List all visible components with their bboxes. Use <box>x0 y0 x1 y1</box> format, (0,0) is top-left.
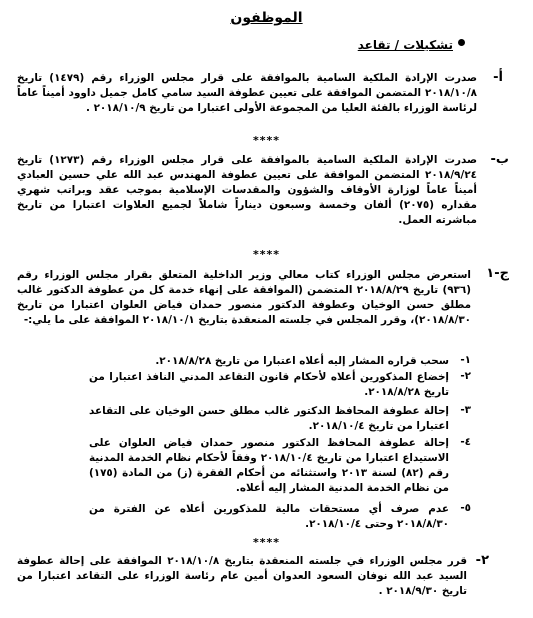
paragraph-c1-label: ج-١ <box>486 266 509 281</box>
list-item-text: إحالة عطوفة المحافظ الدكتور غالب مطلق حسن الوخيان على التقاعد اعتبارا من تاريخ ٢٠١٨/١٠/٤. <box>89 405 449 432</box>
paragraph-c1-text: استعرض مجلس الوزراء كتاب معالي وزير الداخلية المتعلق بقرار مجلس الوزراء رقم (٩٣٦) تاريخ ٢٠١٨/٨/٢٩ المتضمن (الموافقة على إنهاء خدمة كل من عطوفة الدكتور غالب مطلق حسن الوخيان وعطوفة الدكتور منصور حمدان فياض العلوان اعتبارا من تاريخ ٢٠١٨/٨/٣٠)، وقرر المجلس في جلسته المنعقدة بتاريخ ٢٠١٨/١٠/١ الموافقة على ما يلي:- <box>17 269 471 326</box>
paragraph-a-label: أ- <box>493 70 503 85</box>
list-item <box>17 354 471 370</box>
decision-list <box>17 354 471 534</box>
list-item-number: ٤- <box>460 436 471 448</box>
list-item <box>17 370 471 404</box>
list-item-text: عدم صرف أي مستحقات مالية للمذكورين أعلاه عن الفترة من ٢٠١٨/٨/٣٠ وحتى ٢٠١٨/١٠/٤. <box>89 503 449 530</box>
list-item-number: ٣- <box>460 404 471 416</box>
list-item <box>17 502 471 534</box>
list-item-number: ٢- <box>460 370 471 382</box>
list-item <box>17 404 471 436</box>
list-item-text: إخضاع المذكورين أعلاه لأحكام قانون التقاعد المدني النافذ اعتبارا من تاريخ ٢٠١٨/٨/٢٨. <box>89 371 449 398</box>
separator-stars: **** <box>252 536 280 549</box>
bullet-icon <box>458 39 465 46</box>
page-title: الموظفون <box>230 10 303 26</box>
separator-stars: **** <box>252 248 280 261</box>
list-item <box>17 436 471 502</box>
paragraph-a-text: صدرت الإرادة الملكية السامية بالموافقة على قرار مجلس الوزراء رقم (١٤٧٩) تاريخ ٢٠١٨/١٠/٨ المتضمن الموافقة على تعيين عطوفة السيد سامي كامل جميل داوود أميناً عاماً لرئاسة الوزراء بالفئة العليا من المجموعة الأولى اعتبارا من تاريخ ٢٠١٨/١٠/٩ . <box>17 72 477 114</box>
section-heading: تشكيلات / تقاعد <box>357 38 453 52</box>
paragraph-b-text: صدرت الإرادة الملكية السامية بالموافقة على قرار مجلس الوزراء رقم (١٢٧٣) تاريخ ٢٠١٨/٩/٢٤ المتضمن الموافقة على تعيين عطوفة المهندس عبد الله علي حسين العبادي أميناً عاماً لوزارة الأوقاف والشؤون والمقدسات الإسلامية بموجب عقد وبراتب شهري مقداره (٢٠٧٥) ألفان وخمسة وسبعون ديناراً شاملاً لجميع العلاوات اعتبارا من تاريخ مباشرته العمل. <box>17 154 477 226</box>
list-item-text: إحالة عطوفة المحافظ الدكتور منصور حمدان فياض العلوان على الاستيداع اعتبارا من تاريخ ٢٠١٨/١٠/٤ وفقاً لأحكام نظام الخدمة المدنية رقم (٨٢) لسنة ٢٠١٣ واستثنائه من أحكام الفقرة (ز) من المادة (١٧٥) من نظام الخدمة المدنية المشار إليه أعلاه. <box>89 437 449 494</box>
list-item-number: ١- <box>460 354 471 366</box>
paragraph-c2-label: ٢- <box>475 553 489 568</box>
list-item-number: ٥- <box>460 502 471 514</box>
paragraph-c2-text: قرر مجلس الوزراء في جلسته المنعقدة بتاريخ ٢٠١٨/١٠/٨ الموافقة على إحالة عطوفة السيد عبد الله نوفان السعود العدوان أمين عام رئاسة الوزراء على التقاعد اعتبارا من تاريخ ٢٠١٨/٩/٣٠ . <box>17 555 467 597</box>
separator-stars: **** <box>252 134 280 147</box>
list-item-text: سحب قراره المشار إليه أعلاه اعتبارا من تاريخ ٢٠١٨/٨/٢٨. <box>155 355 449 367</box>
paragraph-b-label: ب- <box>490 152 509 167</box>
